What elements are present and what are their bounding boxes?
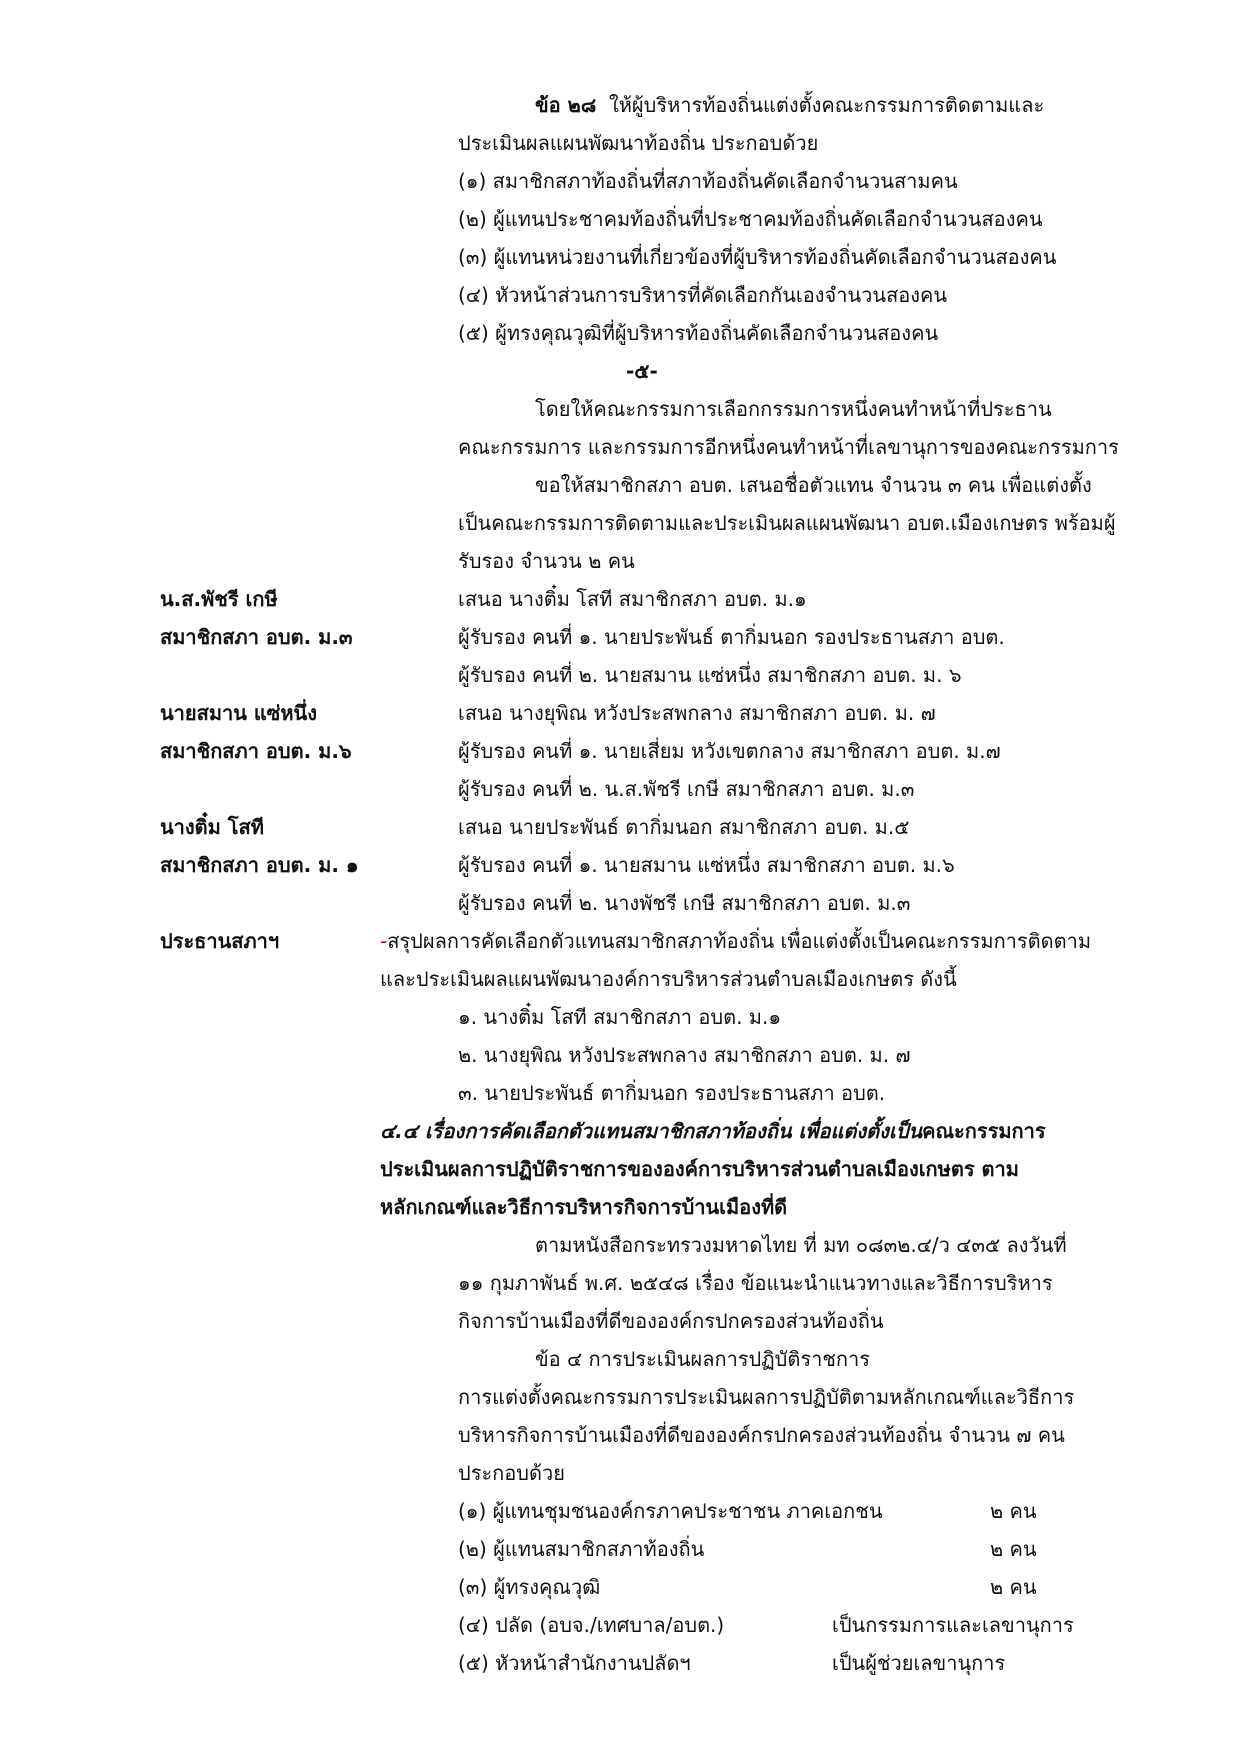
article-28-text: ให้ผู้บริหารท้องถิ่นแต่งตั้งคณะกรรมการติดตามและ	[608, 93, 1045, 117]
agenda-ref-line-2: ๑๑ กุมภาพันธ์ พ.ศ. ๒๕๔๘ เรื่อง ข้อแนะนำแนวทางและวิธีการบริหาร	[458, 1271, 1053, 1295]
member-3-label: (๓) ผู้ทรงคุณวุฒิ	[458, 1575, 601, 1599]
article-28-item-4: (๔) หัวหน้าส่วนการบริหารที่คัดเลือกกันเองจำนวนสองคน	[458, 283, 948, 307]
article-28-item-5: (๕) ผู้ทรงคุณวุฒิที่ผู้บริหารท้องถิ่นคัดเลือกจำนวนสองคน	[458, 321, 939, 345]
member-1-count: ๒ คน	[990, 1499, 1037, 1523]
member-3-count: ๒ คน	[990, 1575, 1037, 1599]
article-28-item-2: (๒) ผู้แทนประชาคมท้องถิ่นที่ประชาคมท้องถิ่นคัดเลือกจำนวนสองคน	[458, 207, 1043, 231]
nomination-2-speaker: นายสมาน แซ่หนึ่ง	[160, 701, 317, 725]
agenda-ref-line-1: ตามหนังสือกระทรวงมหาดไทย ที่ มท ๐๘๓๒.๔/ว ๔๓๕ ลงวันที่	[535, 1233, 1067, 1257]
member-row-1	[458, 1492, 1158, 1530]
intro-line-3: ขอให้สมาชิกสภา อบต. เสนอชื่อตัวแทน จำนวน ๓ คน เพื่อแต่งตั้ง	[535, 473, 1092, 497]
article-28-heading: ข้อ ๒๘	[535, 93, 597, 117]
chair-speaker: ประธานสภาฯ	[160, 929, 280, 953]
agenda-heading-rest: คณะกรรมการ	[922, 1119, 1046, 1143]
nomination-2-line-3: ผู้รับรอง คนที่ ๒. น.ส.พัชรี เกษี สมาชิกสภา อบต. ม.๓	[458, 777, 915, 801]
agenda-ref-line-3: กิจการบ้านเมืองที่ดีขององค์กรปกครองส่วนท้องถิ่น	[458, 1309, 884, 1333]
chair-result-3: ๓. นายประพันธ์ ตากิ่มนอก รองประธานสภา อบต.	[458, 1081, 886, 1105]
nomination-2-line-1: เสนอ นางยุพิณ หวังประสพกลาง สมาชิกสภา อบต. ม. ๗	[458, 701, 936, 725]
nomination-3-speaker: นางติ๋ม โสที	[160, 815, 264, 839]
chair-line-1	[380, 922, 1091, 960]
intro-line-1: โดยให้คณะกรรมการเลือกกรรมการหนึ่งคนทำหน้าที่ประธาน	[535, 397, 1052, 421]
chair-dash: -	[380, 929, 388, 953]
nomination-1-line-1: เสนอ นางติ๋ม โสที สมาชิกสภา อบต. ม.๑	[458, 587, 807, 611]
member-2-count: ๒ คน	[990, 1537, 1037, 1561]
nomination-1-line-3: ผู้รับรอง คนที่ ๒. นายสมาน แซ่หนึ่ง สมาชิกสภา อบต. ม. ๖	[458, 663, 962, 687]
officer-1-label: (๔) ปลัด (อบจ./เทศบาล/อบต.)	[458, 1613, 725, 1637]
article-28-item-3: (๓) ผู้แทนหน่วยงานที่เกี่ยวข้องที่ผู้บริหารท้องถิ่นคัดเลือกจำนวนสองคน	[458, 245, 1057, 269]
agenda-heading-line-2: ประเมินผลการปฏิบัติราชการขององค์การบริหารส่วนตำบลเมืองเกษตร ตาม	[380, 1157, 1019, 1181]
article-28-item-1: (๑) สมาชิกสภาท้องถิ่นที่สภาท้องถิ่นคัดเลือกจำนวนสามคน	[458, 169, 958, 193]
nomination-3-line-1: เสนอ นายประพันธ์ ตากิ่มนอก สมาชิกสภา อบต. ม.๕	[458, 815, 910, 839]
intro-line-5: รับรอง จำนวน ๒ คน	[458, 549, 635, 573]
member-row-3	[458, 1568, 1158, 1606]
agenda-article-4: ข้อ ๔ การประเมินผลการปฏิบัติราชการ	[535, 1347, 870, 1371]
officer-row-1	[458, 1606, 1158, 1644]
nomination-1-speaker-role: สมาชิกสภา อบต. ม.๓	[160, 625, 353, 649]
member-1-label: (๑) ผู้แทนชุมชนองค์กรภาคประชาชน ภาคเอกชน	[458, 1499, 883, 1523]
nomination-1-line-2: ผู้รับรอง คนที่ ๑. นายประพันธ์ ตากิ่มนอก รองประธานสภา อบต.	[458, 625, 1005, 649]
officer-row-2	[458, 1644, 1158, 1682]
nomination-2-speaker-role: สมาชิกสภา อบต. ม.๖	[160, 739, 352, 763]
article-28-line-2: ประเมินผลแผนพัฒนาท้องถิ่น ประกอบด้วย	[458, 131, 819, 155]
member-2-label: (๒) ผู้แทนสมาชิกสภาท้องถิ่น	[458, 1537, 705, 1561]
agenda-body-line-2: บริหารกิจการบ้านเมืองที่ดีขององค์กรปกครองส่วนท้องถิ่น จำนวน ๗ คน	[458, 1423, 1065, 1447]
nomination-2-line-2: ผู้รับรอง คนที่ ๑. นายเสี่ยม หวังเขตกลาง สมาชิกสภา อบต. ม.๗	[458, 739, 1001, 763]
nomination-3-line-3: ผู้รับรอง คนที่ ๒. นางพัชรี เกษี สมาชิกสภา อบต. ม.๓	[458, 891, 911, 915]
officer-1-role: เป็นกรรมการและเลขานุการ	[832, 1613, 1074, 1637]
chair-line-2: และประเมินผลแผนพัฒนาองค์การบริหารส่วนตำบลเมืองเกษตร ดังนี้	[380, 967, 957, 991]
chair-result-2: ๒. นางยุพิณ หวังประสพกลาง สมาชิกสภา อบต. ม. ๗	[458, 1043, 911, 1067]
officer-2-label: (๕) หัวหน้าสำนักงานปลัดฯ	[458, 1651, 691, 1675]
officer-2-role: เป็นผู้ช่วยเลขานุการ	[832, 1651, 1006, 1675]
agenda-heading-italic: ๔.๔ เรื่องการคัดเลือกตัวแทนสมาชิกสภาท้องถิ่น เพื่อแต่งตั้งเป็น	[380, 1119, 923, 1143]
agenda-heading-line-1	[380, 1112, 1046, 1150]
member-row-2	[458, 1530, 1158, 1568]
chair-line-1-text: สรุปผลการคัดเลือกตัวแทนสมาชิกสภาท้องถิ่น เพื่อแต่งตั้งเป็นคณะกรรมการติดตาม	[387, 929, 1092, 953]
article-28-line-1	[535, 86, 1044, 124]
nomination-1-speaker: น.ส.พัชรี เกษี	[160, 587, 278, 611]
intro-line-2: คณะกรรมการ และกรรมการอีกหนึ่งคนทำหน้าที่เลขานุการของคณะกรรมการ	[458, 435, 1119, 459]
intro-line-4: เป็นคณะกรรมการติดตามและประเมินผลแผนพัฒนา อบต.เมืองเกษตร พร้อมผู้	[458, 511, 1116, 535]
agenda-body-line-3: ประกอบด้วย	[458, 1461, 565, 1485]
page-number: -๕-	[626, 359, 658, 383]
nomination-3-speaker-role: สมาชิกสภา อบต. ม. ๑	[160, 853, 359, 877]
agenda-body-line-1: การแต่งตั้งคณะกรรมการประเมินผลการปฏิบัติตามหลักเกณฑ์และวิธีการ	[458, 1385, 1075, 1409]
chair-result-1: ๑. นางติ๋ม โสที สมาชิกสภา อบต. ม.๑	[458, 1005, 782, 1029]
agenda-heading-line-3: หลักเกณฑ์และวิธีการบริหารกิจการบ้านเมืองที่ดี	[380, 1195, 788, 1219]
nomination-3-line-2: ผู้รับรอง คนที่ ๑. นายสมาน แซ่หนึ่ง สมาชิกสภา อบต. ม.๖	[458, 853, 955, 877]
